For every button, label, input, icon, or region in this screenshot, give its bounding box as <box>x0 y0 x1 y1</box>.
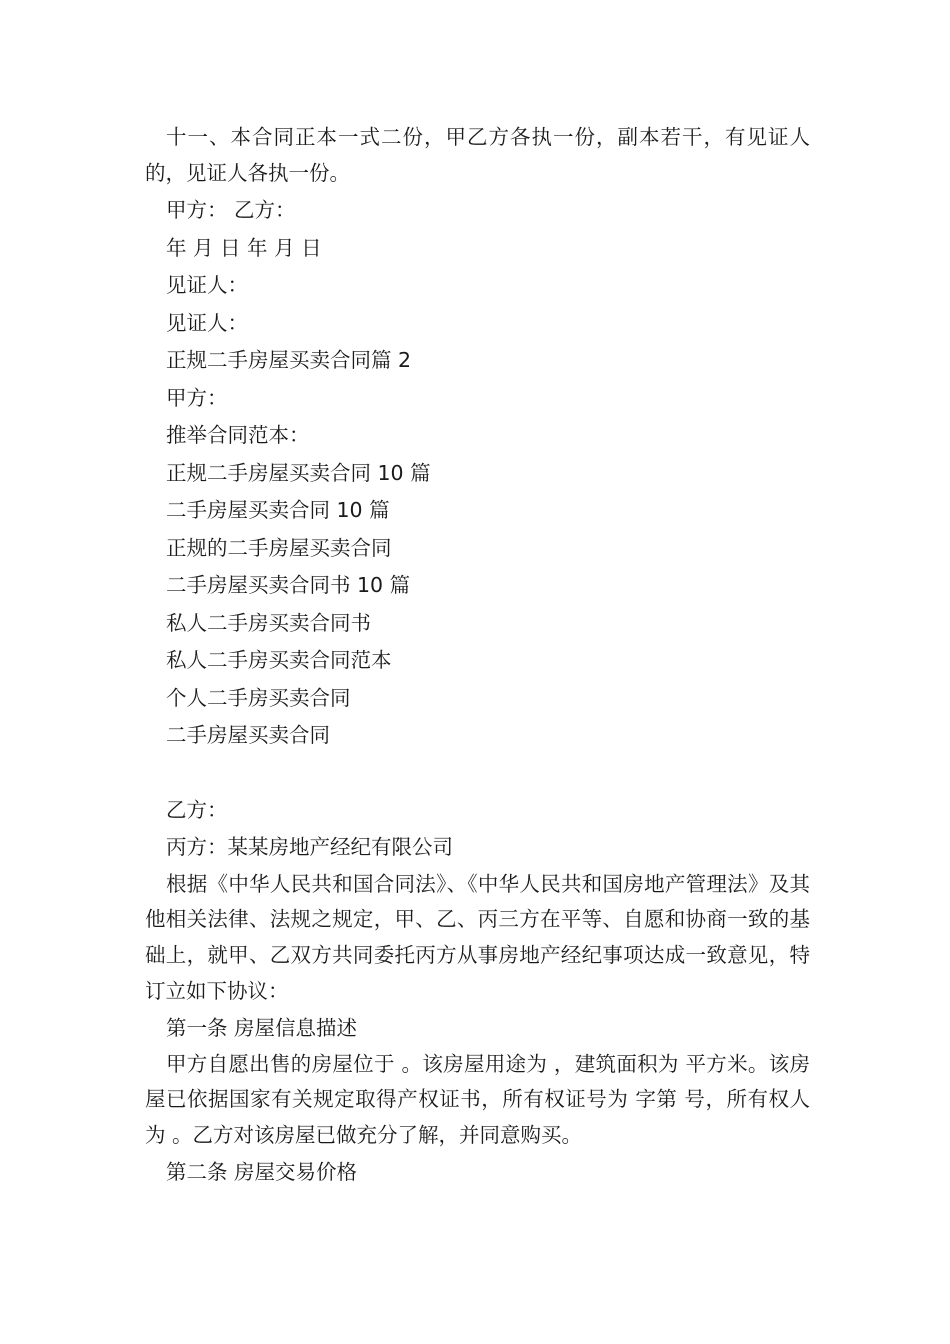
recommended-template-link[interactable]: 二手房屋买卖合同 <box>166 723 330 747</box>
recommended-template-link[interactable]: 私人二手房买卖合同范本 <box>166 648 392 672</box>
witness-line: 见证人： <box>166 273 248 297</box>
blank-spacer <box>145 755 810 792</box>
recommended-template-link[interactable]: 个人二手房买卖合同 <box>166 685 351 710</box>
signature-date-line: 年 月 日 年 月 日 <box>166 235 322 260</box>
legal-basis-paragraph: 根据《中华人民共和国合同法》、《中华人民共和国房地产管理法》及其他相关法律、法规之规定，甲、乙、丙三方在平等、自愿和协商一致的基础上，就甲、乙双方共同委托丙方从事房地产经纪事项达成一致意见，特订立如下协议： <box>145 871 810 1003</box>
recommended-template-link[interactable]: 私人二手房买卖合同书 <box>166 610 371 635</box>
recommended-template-link[interactable]: 二手房屋买卖合同 10 篇 <box>166 498 390 522</box>
recommended-template-link[interactable]: 正规二手房屋买卖合同 10 篇 <box>166 460 431 485</box>
contract-section-heading: 正规二手房屋买卖合同篇 2 <box>166 348 412 372</box>
party-b-line: 乙方： <box>166 797 228 822</box>
recommended-template-link[interactable]: 正规的二手房屋买卖合同 <box>166 535 392 560</box>
article-one-title: 第一条 房屋信息描述 <box>166 1015 358 1040</box>
article-one-body: 甲方自愿出售的房屋位于 。该房屋用途为 ，建筑面积为 平方米。该房屋已依据国家有关规定取得产权证书，所有权证号为 字第 号，所有权人为 。乙方对该房屋已做充分了解，并同意购买。 <box>145 1051 810 1148</box>
document-body <box>145 120 810 1191</box>
party-a-b-signature-line: 甲方： 乙方： <box>166 198 296 222</box>
article-two-title: 第二条 房屋交易价格 <box>166 1160 358 1185</box>
witness-line: 见证人： <box>166 310 248 335</box>
clause-eleven-paragraph: 十一、本合同正本一式二份，甲乙方各执一份，副本若干，有见证人的，见证人各执一份。 <box>145 125 810 185</box>
party-a-line: 甲方： <box>166 385 228 410</box>
party-c-line: 丙方：某某房地产经纪有限公司 <box>166 835 453 859</box>
recommended-template-link[interactable]: 二手房屋买卖合同书 10 篇 <box>166 573 411 597</box>
recommended-templates-list <box>145 455 810 755</box>
recommended-templates-label: 推举合同范本： <box>166 423 310 447</box>
